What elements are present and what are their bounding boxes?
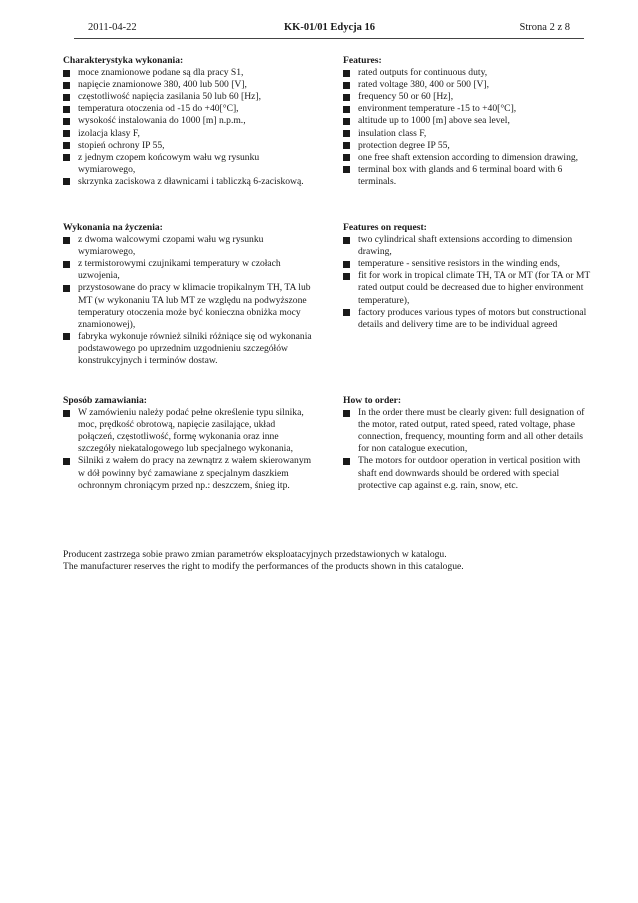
list-item — [343, 307, 593, 331]
section-how-to-order — [343, 395, 593, 492]
square-bullet-icon — [343, 309, 350, 316]
list-item — [63, 258, 313, 282]
list-item — [63, 79, 313, 91]
square-bullet-icon — [343, 261, 350, 268]
section-features-on-request — [343, 222, 593, 331]
square-bullet-icon — [343, 82, 350, 89]
square-bullet-icon — [343, 458, 350, 465]
list-item — [63, 234, 313, 258]
list-item — [343, 103, 593, 115]
list-item — [343, 164, 593, 188]
list-item — [63, 407, 313, 455]
square-bullet-icon — [63, 333, 70, 340]
list-item-text: napięcie znamionowe 380, 400 lub 500 [V], — [78, 79, 247, 91]
square-bullet-icon — [63, 118, 70, 125]
list-item — [343, 455, 593, 491]
list-item-text: fit for work in tropical climate TH, TA or MT (for TA or MT rated output could be decreased due to higher environment temperature), — [358, 270, 591, 306]
list-item-text: Silniki z wałem do pracy na zewnątrz z wałem skierowanym w dół powinny być zamawiane z specjalnym daszkiem ochronnym chroniącym przed np.: deszczem, śnieg itp. — [78, 455, 312, 491]
list-item-text: The motors for outdoor operation in vertical position with shaft end downwards should be ordered with special protective cap against e.g. rain, snow, etc. — [358, 455, 581, 491]
section-title: How to order: — [343, 395, 402, 406]
list-item-text: z jednym czopem końcowym wału wg rysunku wymiarowego, — [78, 151, 260, 175]
list-item — [63, 176, 313, 188]
list-item — [343, 115, 593, 127]
square-bullet-icon — [63, 178, 70, 185]
list-item-text: one free shaft extension according to dimension drawing, — [358, 151, 579, 163]
square-bullet-icon — [63, 94, 70, 101]
list-item — [343, 128, 593, 140]
list-item — [63, 282, 313, 330]
list-item-text: z termistorowymi czujnikami temperatury w czołach uzwojenia, — [78, 258, 281, 282]
section-wykonania-na-zyczenia — [63, 222, 313, 367]
list-item — [63, 128, 313, 140]
list-item-text: terminal box with glands and 6 terminal board with 6 terminals. — [358, 163, 563, 187]
section-charakterystyka — [63, 55, 313, 188]
list-item — [343, 140, 593, 152]
bullet-list — [343, 234, 593, 331]
list-item — [63, 67, 313, 79]
list-item — [343, 79, 593, 91]
section-title: Sposób zamawiania: — [63, 395, 147, 406]
list-item-text: częstotliwość napięcia zasilania 50 lub 60 [Hz], — [78, 91, 262, 103]
list-item — [63, 331, 313, 367]
square-bullet-icon — [63, 106, 70, 113]
list-item-text: rated outputs for continuous duty, — [358, 67, 488, 79]
footer-line-polish: Producent zastrzega sobie prawo zmian parametrów eksploatacyjnych przedstawionych w katalogu. — [63, 549, 447, 560]
list-item-text: insulation class F, — [358, 127, 427, 139]
square-bullet-icon — [343, 154, 350, 161]
square-bullet-icon — [343, 237, 350, 244]
list-item — [63, 140, 313, 152]
footer-line-english: The manufacturer reserves the right to modify the performances of the products shown in this catalogue. — [63, 561, 464, 573]
section-features — [343, 55, 593, 188]
list-item-text: frequency 50 or 60 [Hz], — [358, 91, 454, 103]
square-bullet-icon — [63, 130, 70, 137]
header-date: 2011-04-22 — [88, 22, 137, 33]
page-header — [88, 22, 570, 36]
square-bullet-icon — [343, 118, 350, 125]
list-item — [63, 152, 313, 176]
list-item-text: W zamówieniu należy podać pełne określenie typu silnika, moc, prędkość obrotową, napięcie zasilające, układ połączeń, częstotliwość, formę wykonania oraz inne szczegóły niekatalogowego lub specjalnego wykonania, — [78, 407, 304, 455]
square-bullet-icon — [63, 458, 70, 465]
square-bullet-icon — [63, 261, 70, 268]
section-title: Features on request: — [343, 222, 427, 233]
bullet-list — [63, 407, 313, 492]
header-divider — [74, 38, 584, 39]
square-bullet-icon — [63, 70, 70, 77]
list-item-text: fabryka wykonuje również silniki różniące się od wykonania podstawowego po uprzednim uzgodnieniu szczegółów konstrukcyjnych i terminów dostaw. — [78, 330, 312, 367]
list-item — [63, 455, 313, 491]
list-item-text: environment temperature -15 to +40[°C], — [358, 103, 517, 115]
list-item-text: factory produces various types of motors but constructional details and delivery time are to be individual agreed — [358, 306, 587, 330]
section-sposob-zamawiania — [63, 395, 313, 492]
list-item-text: przystosowane do pracy w klimacie tropikalnym TH, TA lub MT (w wykonaniu TA lub MT ze względu na podwyższone temperatury otoczenia może być konieczna obniżka mocy znamionowej), — [78, 282, 311, 330]
list-item-text: two cylindrical shaft extensions according to dimension drawing, — [358, 234, 573, 258]
list-item — [343, 152, 593, 164]
bullet-list — [63, 67, 313, 188]
list-item — [63, 115, 313, 127]
header-page-number: Strona 2 z 8 — [519, 22, 570, 33]
list-item — [343, 234, 593, 258]
list-item-text: wysokość instalowania do 1000 [m] n.p.m., — [78, 115, 246, 127]
square-bullet-icon — [343, 106, 350, 113]
header-document-code: KK-01/01 Edycja 16 — [284, 22, 375, 33]
bullet-list — [343, 67, 593, 188]
square-bullet-icon — [343, 410, 350, 417]
square-bullet-icon — [343, 273, 350, 280]
list-item — [343, 270, 593, 306]
list-item-text: izolacja klasy F, — [78, 127, 140, 139]
square-bullet-icon — [343, 94, 350, 101]
list-item-text: temperature - sensitive resistors in the winding ends, — [358, 258, 560, 270]
list-item — [63, 91, 313, 103]
list-item-text: rated voltage 380, 400 or 500 [V], — [358, 79, 490, 91]
list-item — [343, 91, 593, 103]
square-bullet-icon — [343, 166, 350, 173]
list-item-text: In the order there must be clearly given: full designation of the motor, rated output, rated speed, rated voltage, phase connection, frequency, mounting form and all other details for non catalogue execution, — [358, 407, 585, 455]
list-item-text: stopień ochrony IP 55, — [78, 139, 165, 151]
footer-notice — [63, 549, 583, 574]
bullet-list — [63, 234, 313, 367]
list-item-text: protection degree IP 55, — [358, 139, 450, 151]
bullet-list — [343, 407, 593, 492]
square-bullet-icon — [343, 130, 350, 137]
square-bullet-icon — [63, 237, 70, 244]
section-title: Wykonania na życzenia: — [63, 222, 163, 233]
square-bullet-icon — [63, 410, 70, 417]
list-item — [343, 407, 593, 455]
square-bullet-icon — [343, 142, 350, 149]
square-bullet-icon — [63, 154, 70, 161]
list-item-text: altitude up to 1000 [m] above sea level, — [358, 115, 510, 127]
list-item-text: z dwoma walcowymi czopami wału wg rysunku wymiarowego, — [78, 234, 264, 258]
square-bullet-icon — [63, 285, 70, 292]
square-bullet-icon — [63, 142, 70, 149]
list-item — [63, 103, 313, 115]
section-title: Charakterystyka wykonania: — [63, 55, 184, 66]
square-bullet-icon — [63, 82, 70, 89]
list-item-text: temperatura otoczenia od -15 do +40[°C], — [78, 103, 239, 115]
list-item-text: moce znamionowe podane są dla pracy S1, — [78, 67, 244, 79]
list-item — [343, 67, 593, 79]
square-bullet-icon — [343, 70, 350, 77]
section-title: Features: — [343, 55, 382, 66]
list-item-text: skrzynka zaciskowa z dławnicami i tabliczką 6-zaciskową. — [78, 175, 304, 187]
list-item — [343, 258, 593, 270]
